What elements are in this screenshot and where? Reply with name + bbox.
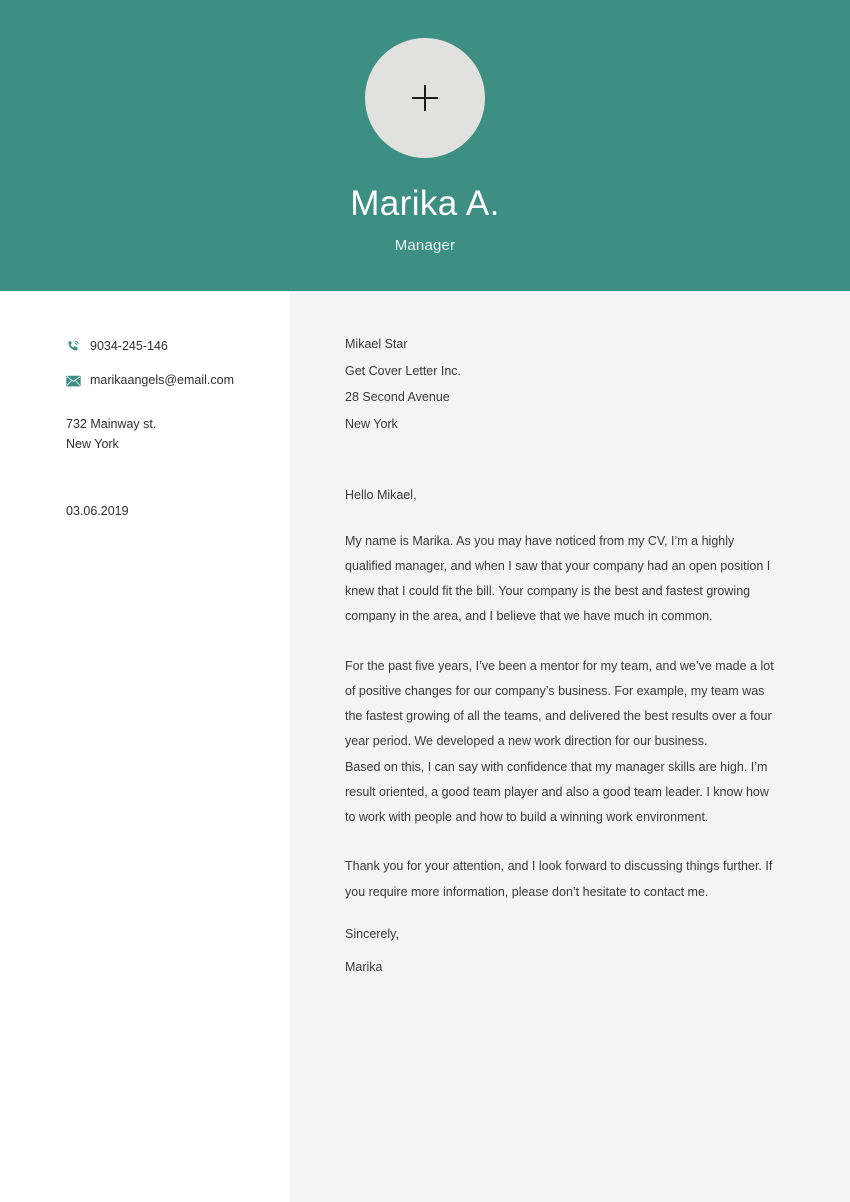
closing-block <box>345 928 775 974</box>
signature: Marika <box>345 960 383 975</box>
phone-icon <box>66 339 81 354</box>
recipient-block <box>345 338 775 430</box>
address-block <box>66 414 290 455</box>
recipient-street: 28 Second Avenue <box>345 390 450 404</box>
letter-paragraph-3: Based on this, I can say with confidence that my manager skills are high. I’m result oriented, a good team player and also a good team leader. I know how to work with people and how to build a winning work environment. <box>345 759 769 824</box>
greeting-line: Hello Mikael, <box>345 488 417 502</box>
contact-row-email[interactable] <box>66 373 290 388</box>
email-value: marikaangels@email.com <box>90 373 234 387</box>
profile-role: Manager <box>394 237 456 254</box>
address-line-street: 732 Mainway st. <box>66 417 157 431</box>
avatar-placeholder[interactable] <box>365 38 485 158</box>
letter-paragraph-2: For the past five years, I’ve been a mentor for my team, and we’ve made a lot of positive changes for our company’s business. For example, my team was the fastest growing of all the teams, and delivered the best results over a four year period. We developed a new work direction for our business. <box>345 658 774 749</box>
sign-off: Sincerely, <box>345 926 399 941</box>
letter-body <box>0 291 850 1202</box>
contact-sidebar <box>0 291 290 1202</box>
date-block <box>66 504 290 519</box>
letter-paragraph-1: My name is Marika. As you may have noticed from my CV, I’m a highly qualified manager, and when I saw that your company had an open position I knew that I could fit the bill. Your company is the best and fastest growing company in the area, and I believe that we have much in common. <box>345 533 771 624</box>
contact-row-phone[interactable] <box>66 339 290 354</box>
recipient-name: Mikael Star <box>345 337 408 351</box>
plus-icon <box>412 85 438 111</box>
letter-content <box>290 291 850 1202</box>
letter-date: 03.06.2019 <box>66 503 129 518</box>
recipient-company: Get Cover Letter Inc. <box>345 363 462 378</box>
letter-paragraph-4: Thank you for your attention, and I look forward to discussing things further. If you require more information, please don’t hesitate to contact me. <box>345 859 773 899</box>
address-line-city: New York <box>66 437 119 452</box>
page-title: Marika A. <box>350 184 500 223</box>
recipient-city: New York <box>345 416 398 431</box>
phone-value: 9034-245-146 <box>90 339 168 353</box>
profile-header <box>0 0 850 291</box>
envelope-icon <box>66 373 81 388</box>
